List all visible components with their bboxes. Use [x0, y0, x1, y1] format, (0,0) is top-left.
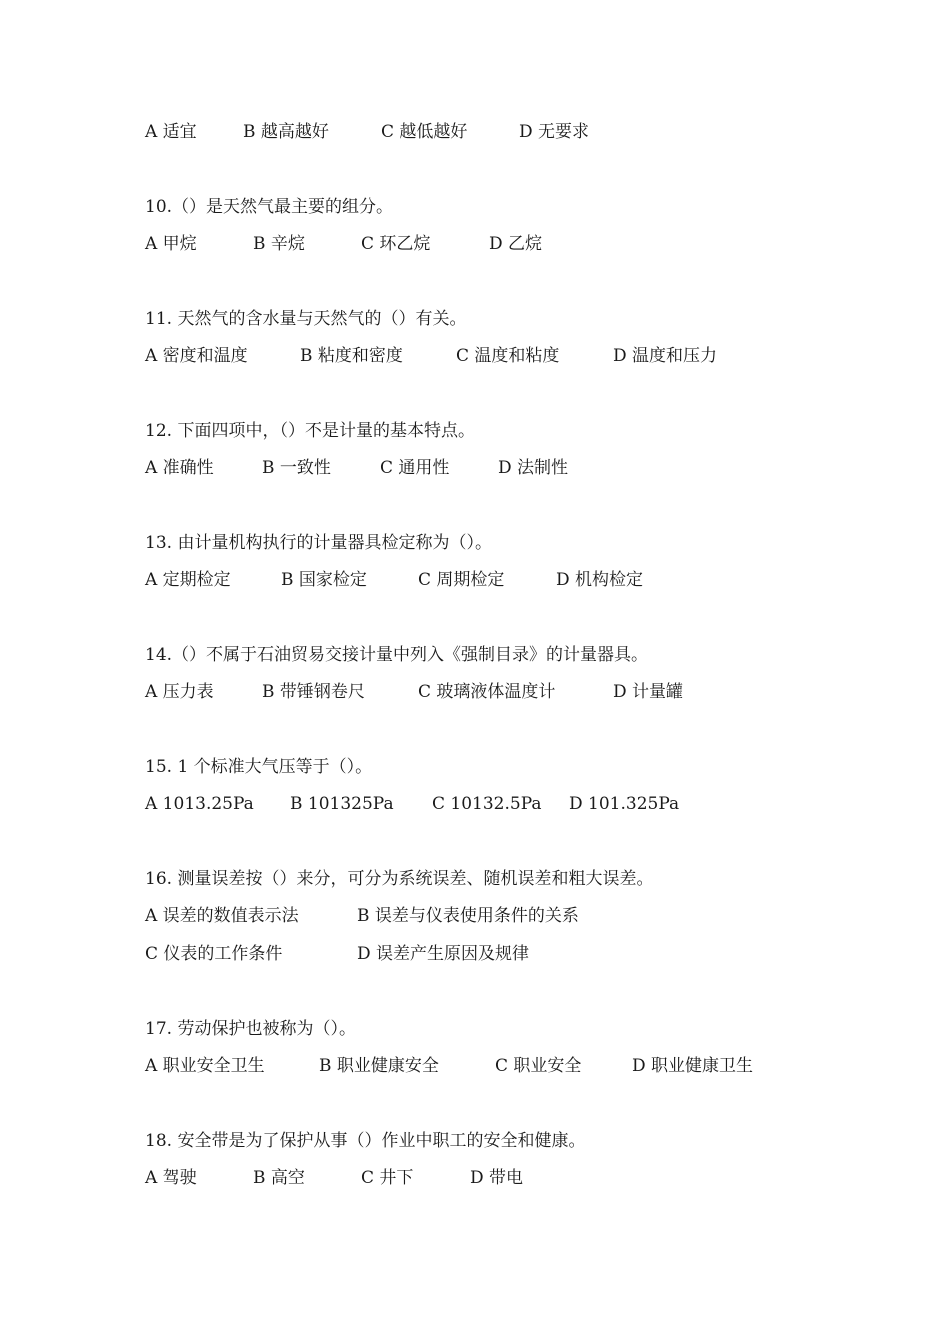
option-a: A 准确性 [145, 458, 214, 478]
option-d: D 计量罐 [613, 682, 684, 702]
option-b: B 职业健康安全 [319, 1056, 439, 1076]
question-10-stem: 10.（）是天然气最主要的组分。 [145, 197, 394, 217]
question-15-options [145, 793, 679, 815]
option-c: C 仪表的工作条件 [145, 944, 283, 964]
option-a: A 适宜 [145, 122, 197, 142]
option-b: B 高空 [253, 1168, 305, 1188]
question-13-options [145, 569, 643, 591]
option-a: A 误差的数值表示法 [145, 906, 299, 926]
option-c: C 环乙烷 [361, 234, 431, 254]
option-b: B 粘度和密度 [300, 346, 403, 366]
question-10-options [145, 233, 542, 255]
option-c: C 职业安全 [495, 1056, 582, 1076]
option-b: B 101325Pa [290, 794, 394, 814]
option-a: A 压力表 [145, 682, 214, 702]
option-a: A 驾驶 [145, 1168, 197, 1188]
question-14-options [145, 681, 683, 703]
question-16-options-row2 [145, 943, 529, 965]
option-d: D 乙烷 [489, 234, 543, 254]
question-14-stem: 14.（）不属于石油贸易交接计量中列入《强制目录》的计量器具。 [145, 645, 649, 665]
option-b: B 带锤钢卷尺 [262, 682, 365, 702]
question-11-stem: 11. 天然气的含水量与天然气的（）有关。 [145, 309, 467, 329]
option-b: B 一致性 [262, 458, 331, 478]
option-b: B 越高越好 [243, 122, 329, 142]
option-d: D 温度和压力 [613, 346, 718, 366]
option-d: D 机构检定 [556, 570, 644, 590]
question-18-stem: 18. 安全带是为了保护从事（）作业中职工的安全和健康。 [145, 1131, 586, 1151]
option-a: A 1013.25Pa [145, 794, 254, 814]
option-d: D 法制性 [498, 458, 569, 478]
option-d: D 无要求 [519, 122, 590, 142]
option-d: D 带电 [470, 1168, 524, 1188]
option-b: B 误差与仪表使用条件的关系 [357, 906, 579, 926]
option-c: C 温度和粘度 [456, 346, 560, 366]
option-c: C 通用性 [380, 458, 450, 478]
option-d: D 101.325Pa [569, 794, 680, 814]
option-a: A 密度和温度 [145, 346, 248, 366]
option-a: A 定期检定 [145, 570, 231, 590]
option-a: A 职业安全卫生 [145, 1056, 265, 1076]
option-c: C 10132.5Pa [432, 794, 542, 814]
option-b: B 辛烷 [253, 234, 305, 254]
question-16-options-row1 [145, 905, 579, 927]
option-d: D 误差产生原因及规律 [357, 944, 530, 964]
question-17-stem: 17. 劳动保护也被称为（）。 [145, 1019, 356, 1039]
question-12-stem: 12. 下面四项中，（）不是计量的基本特点。 [145, 421, 475, 441]
option-d: D 职业健康卫生 [632, 1056, 754, 1076]
question-17-options [145, 1055, 753, 1077]
question-18-options [145, 1167, 523, 1189]
question-11-options [145, 345, 717, 367]
question-15-stem: 15. 1 个标准大气压等于（）。 [145, 757, 373, 777]
option-c: C 越低越好 [381, 122, 468, 142]
option-a: A 甲烷 [145, 234, 197, 254]
question-13-stem: 13. 由计量机构执行的计量器具检定称为（）。 [145, 533, 492, 553]
option-b: B 国家检定 [281, 570, 367, 590]
question-16-stem: 16. 测量误差按（）来分，可分为系统误差、随机误差和粗大误差。 [145, 869, 654, 889]
option-c: C 井下 [361, 1168, 414, 1188]
question-12-options [145, 457, 568, 479]
option-c: C 玻璃液体温度计 [418, 682, 556, 702]
lead-options-row [145, 121, 589, 143]
option-c: C 周期检定 [418, 570, 505, 590]
